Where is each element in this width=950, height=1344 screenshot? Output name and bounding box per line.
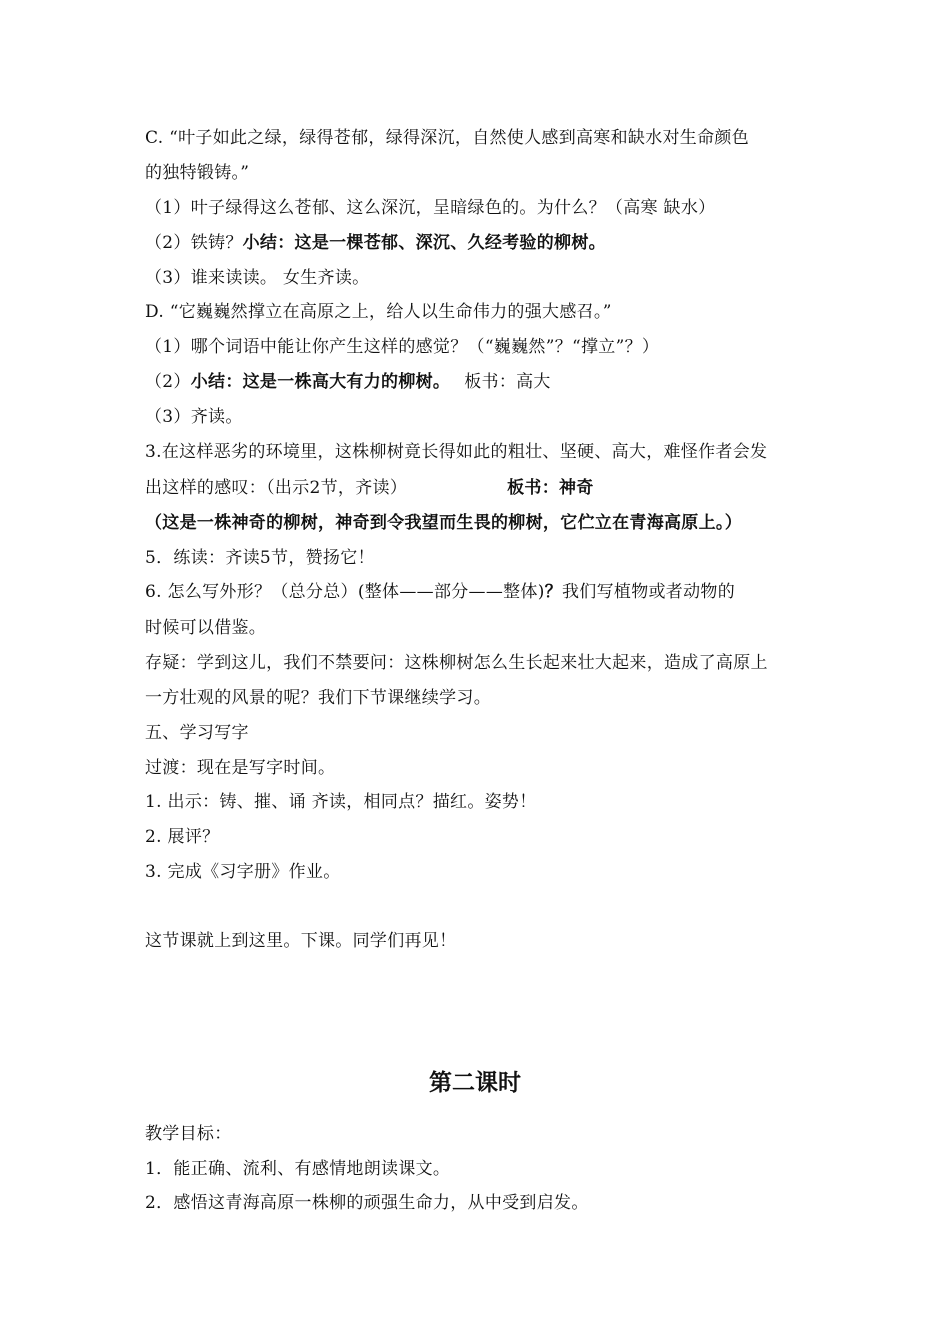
writing-step-3: 3. 完成《习字册》作业。 [145,862,341,882]
board-note-magic: 板书：神奇 [507,478,594,498]
doubt-line-1: 存疑：学到这儿，我们不禁要问：这株柳树怎么生长起来壮大起来，造成了高原上 [145,653,768,673]
transition-line: 过渡：现在是写字时间。 [145,758,336,778]
writing-step-1: 1. 出示：铸、摧、诵 齐读，相同点？描红。姿势！ [145,792,537,812]
summary-c2: 小结：这是一棵苍郁、深沉、久经考验的柳树。 [242,233,606,253]
question-d2 [145,370,815,394]
board-note-d2: 板书：高大 [464,372,551,392]
question-d2-prefix: （2） [145,372,191,392]
paragraph-3-line-2 [145,476,815,500]
teaching-goals-label: 教学目标： [145,1124,232,1144]
teaching-goal-1: 1．能正确、流利、有感情地朗读课文。 [145,1159,451,1179]
question-c3: （3）谁来读读。 女生齐读。 [145,268,370,288]
summary-d2: 小结：这是一株高大有力的柳树。 [190,372,451,392]
teaching-goal-2: 2．感悟这青海高原一株柳的顽强生命力，从中受到启发。 [145,1193,589,1213]
quote-c-line-2: 的独特锻铸。” [145,163,250,183]
paragraph-3-line-1: 3.在这样恶劣的环境里，这株柳树竟长得如此的粗壮、坚硬、高大，难怪作者会发 [145,442,768,462]
question-c2 [145,231,815,255]
paragraph-6-line-2: 时候可以借鉴。 [145,618,267,638]
question-c1: （1）叶子绿得这么苍郁、这么深沉，呈暗绿色的。为什么？（高寒 缺水） [145,198,716,218]
closing-line: 这节课就上到这里。下课。同学们再见！ [145,931,457,951]
question-c2-prefix: （2）铁铸？ [145,233,243,253]
paragraph-3-text: 出这样的感叹：（出示2节，齐读） [145,478,408,498]
question-d1: （1）哪个词语中能让你产生这样的感觉？（“巍巍然”？“撑立”？） [145,337,660,357]
paragraph-6-question-mark: ？ [544,582,562,602]
paragraph-5: 5．练读：齐读5节，赞扬它！ [145,548,375,568]
paragraph-6-line-1 [145,580,815,604]
quote-c-line-1: C. “叶子如此之绿，绿得苍郁，绿得深沉，自然使人感到高寒和缺水对生命颜色 [145,128,749,148]
question-d3: （3）齐读。 [145,407,243,427]
paragraph-6-text-b: 我们写植物或者动物的 [562,582,735,602]
doubt-line-2: 一方壮观的风景的呢？我们下节课继续学习。 [145,688,491,708]
paragraph-6-text-a: 6. 怎么写外形？（总分总）(整体——部分——整体) [145,582,545,602]
writing-step-2: 2. 展评？ [145,827,220,847]
summary-magic-willow: （这是一株神奇的柳树，神奇到令我望而生畏的柳树，它伫立在青海高原上。） [145,513,742,533]
second-lesson-title: 第二课时 [429,1070,521,1096]
section-5-heading: 五、学习写字 [145,723,249,743]
quote-d: D. “它巍巍然撑立在高原之上，给人以生命伟力的强大感召。” [145,302,612,322]
